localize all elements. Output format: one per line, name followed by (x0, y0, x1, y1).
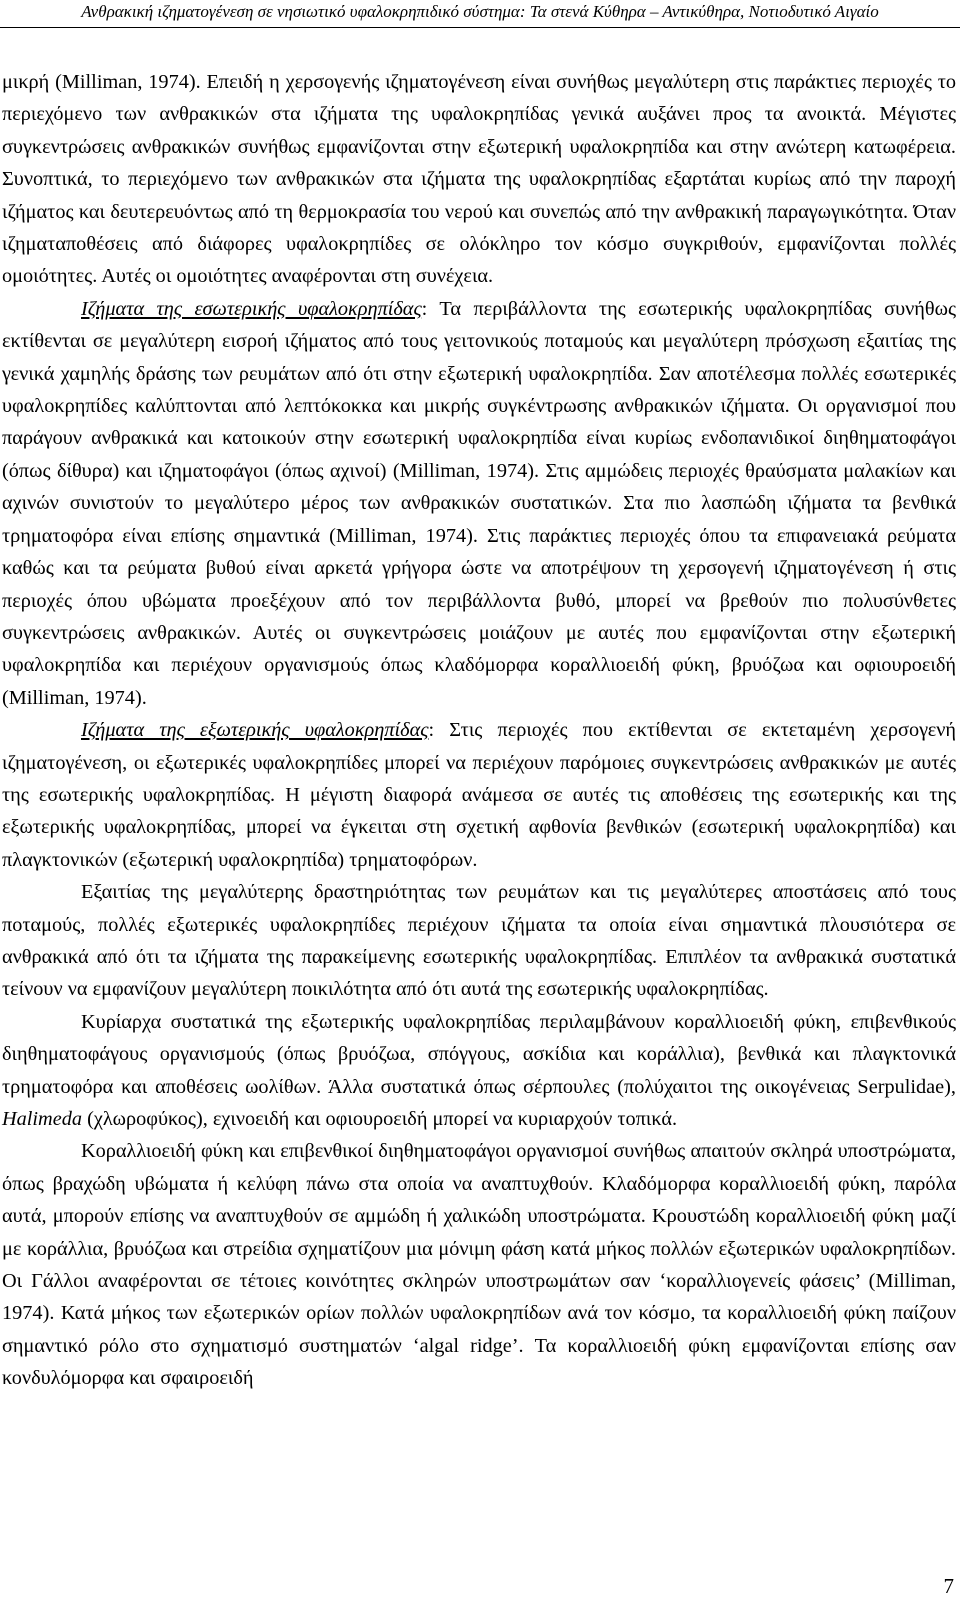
paragraph-intro: μικρή (Milliman, 1974). Επειδή η χερσογενής ιζηματογένεση είναι συνήθως μεγαλύτερη στις παράκτιες περιοχές το περιεχόμενο των ανθρακικών στα ιζήματα της υφαλοκρηπίδας γενικά αυξάνει προς τα ανοικτά. Μέγιστες συγκεντρώσεις ανθρακικών συνήθως εμφανίζονται στην εξωτερική υφαλοκρηπίδα και στην ανώτερη κατωφέρεια. Συνοπτικά, το περιεχόμενο των ανθρακικών στα ιζήματα της υφαλοκρηπίδας εξαρτάται κυρίως από την παροχή ιζήματος και δευτερευόντως από τη θερμοκρασία του νερού και συνεπώς από την ανθρακική παραγωγικότητα. Όταν ιζηματαποθέσεις από διάφορες υφαλοκρηπίδες σε ολόκληρο τον κόσμο συγκριθούν, εμφανίζονται πολλές ομοιότητες. Αυτές οι ομοιότητες αναφέρονται στη συνέχεια. (2, 71, 956, 288)
paragraph-dominant-components (2, 1006, 956, 1136)
header-divider (0, 27, 960, 28)
paragraph-text: : Στις περιοχές που εκτίθενται σε εκτεταμένη χερσογενή ιζηματογένεση, οι εξωτερικές υφαλοκρηπίδες μπορεί να περιέχουν παρόμοιες συγκεντρώσεις ανθρακικών με αυτές της εσωτερικής υφαλοκρηπίδας. Η μέγιστη διαφορά ανάμεσα σε αυτές τις αποθέσεις της εσωτερικής και της εξωτερικής υφαλοκρηπίδας, μπορεί να έγκειται στη σχετική αφθονία βενθικών (εσωτερική υφαλοκρηπίδα) και πλαγκτονικών (εξωτερική υφαλοκρηπίδα) τρηματοφόρων. (2, 719, 956, 871)
running-header: Ανθρακική ιζηματογένεση σε νησιωτικό υφαλοκρηπιδικό σύστημα: Τα στενά Κύθηρα – Αντικύθηρα, Νοτιοδυτικό Αιγαίο (81, 2, 879, 21)
paragraph-text: (χλωροφύκος), εχινοειδή και οφιουροειδή μπορεί να κυριαρχούν τοπικά. (82, 1108, 678, 1130)
page-number: 7 (943, 1574, 954, 1598)
paragraph-coralline-algae: Κοραλλιοειδή φύκη και επιβενθικοί διηθηματοφάγοι οργανισμοί συνήθως απαιτούν σκληρά υποστρώματα, όπως βραχώδη υβώματα ή κελύφη πάνω στα οποία να αναπτυχθούν. Κλαδόμορφα κοραλλιοειδή φύκη, παρόλα αυτά, μπορούν επίσης να αναπτυχθούν σε αμμώδη ή χαλικώδη υποστρώματα. Κρουστώδη κοραλλιοειδή φύκη μαζί με κοράλλια, βρυόζωα και στρείδια σχηματίζουν μια μόνιμη φάση κατά μήκος πολλών εξωτερικών υφαλοκρηπίδων. Οι Γάλλοι αναφέρονται σε τέτοιες κοινότητες σκληρών υποστρωμάτων σαν ‘κοραλλιογενείς φάσεις’ (Milliman, 1974). Κατά μήκος των εξωτερικών ορίων πολλών υφαλοκρηπίδων ανά τον κόσμο, τα κοραλλιοειδή φύκη παίζουν σημαντικό ρόλο στο σχηματισμό συστηματών ‘algal ridge’. Τα κοραλλιοειδή φύκη εμφανίζονται επίσης σαν κονδυλόμορφα και σφαιροειδή (2, 1140, 956, 1390)
section-heading-inner-shelf: Ιζήματα της εσωτερικής υφαλοκρηπίδας (81, 297, 422, 320)
paragraph-outer-shelf (2, 714, 956, 876)
document-body (2, 66, 956, 1395)
taxon-name: Halimeda (2, 1108, 82, 1130)
paragraph-text: : Τα περιβάλλοντα της εσωτερικής υφαλοκρηπίδας συνήθως εκτίθενται σε μεγαλύτερη εισροή ιζήματος από τους γειτονικούς ποταμούς και μεγαλύτερη πρόσχωση εξαιτίας της γενικά χαμηλής δράσης των ρευμάτων από ότι στην εξωτερική υφαλοκρηπίδα. Σαν αποτέλεσμα πολλές εσωτερικές υφαλοκρηπίδες καλύπτονται από λεπτόκοκκα και μικρής συγκέντρωσης ανθρακικών ιζήματα. Οι οργανισμοί που παράγουν ανθρακικά και κατοικούν στην εσωτερική υφαλοκρηπίδα είναι κυρίως ενδοπανιδικοί διηθηματοφάγοι (όπως δίθυρα) και ιζηματοφάγοι (όπως αχινοί) (Milliman, 1974). Στις αμμώδεις περιοχές θραύσματα μαλακίων και αχινών συνιστούν το μεγαλύτερο μέρος των ανθρακικών συστατικών. Στα πιο λασπώδη ιζήματα τα βενθικά τρηματοφόρα είναι επίσης σημαντικά (Milliman, 1974). Στις παράκτιες περιοχές όπου τα επιφανειακά ρεύματα καθώς και τα ρεύματα βυθού είναι αρκετά γρήγορα ώστε να αποτρέψουν τη χερσογενή ιζηματογένεση ή στις περιοχές όπου υβώματα προεξέχουν από τον περιβάλλοντα βυθό, μπορεί να βρεθούν πιο πολυσύνθετες συγκεντρώσεις ανθρακικών. Αυτές οι συγκεντρώσεις μοιάζουν με αυτές που εμφανίζονται στην εξωτερική υφαλοκρηπίδα και περιέχουν οργανισμούς όπως κλαδόμορφα κοραλλιοειδή φύκη, βρυόζωα και οφιουροειδή (Milliman, 1974). (2, 297, 956, 709)
section-heading-outer-shelf: Ιζήματα της εξωτερικής υφαλοκρηπίδας (81, 719, 429, 742)
paragraph-currents: Εξαιτίας της μεγαλύτερης δραστηριότητας των ρευμάτων και τις μεγαλύτερες αποστάσεις από τους ποταμούς, πολλές εξωτερικές υφαλοκρηπίδες περιέχουν ιζήματα τα οποία είναι σημαντικά πλουσιότερα σε ανθρακικά από ότι τα ιζήματα της παρακείμενης εσωτερικής υφαλοκρηπίδας. Επιπλέον τα ανθρακικά συστατικά τείνουν να εμφανίζουν μεγαλύτερη ποικιλότητα από ότι αυτά της εσωτερικής υφαλοκρηπίδας. (2, 881, 956, 1001)
paragraph-inner-shelf (2, 293, 956, 714)
paragraph-text: Κυρίαρχα συστατικά της εξωτερικής υφαλοκρηπίδας περιλαμβάνουν κοραλλιοειδή φύκη, επιβενθικούς διηθηματοφάγους οργανισμούς (όπως βρυόζωα, σπόγγους, ασκίδια και κοράλλια), βενθικά και πλαγκτονικά τρηματοφόρα και αποθέσεις ωολίθων. Άλλα συστατικά όπως σέρπουλες (πολύχαιτοι της οικογένειας Serpulidae), (2, 1010, 956, 1098)
